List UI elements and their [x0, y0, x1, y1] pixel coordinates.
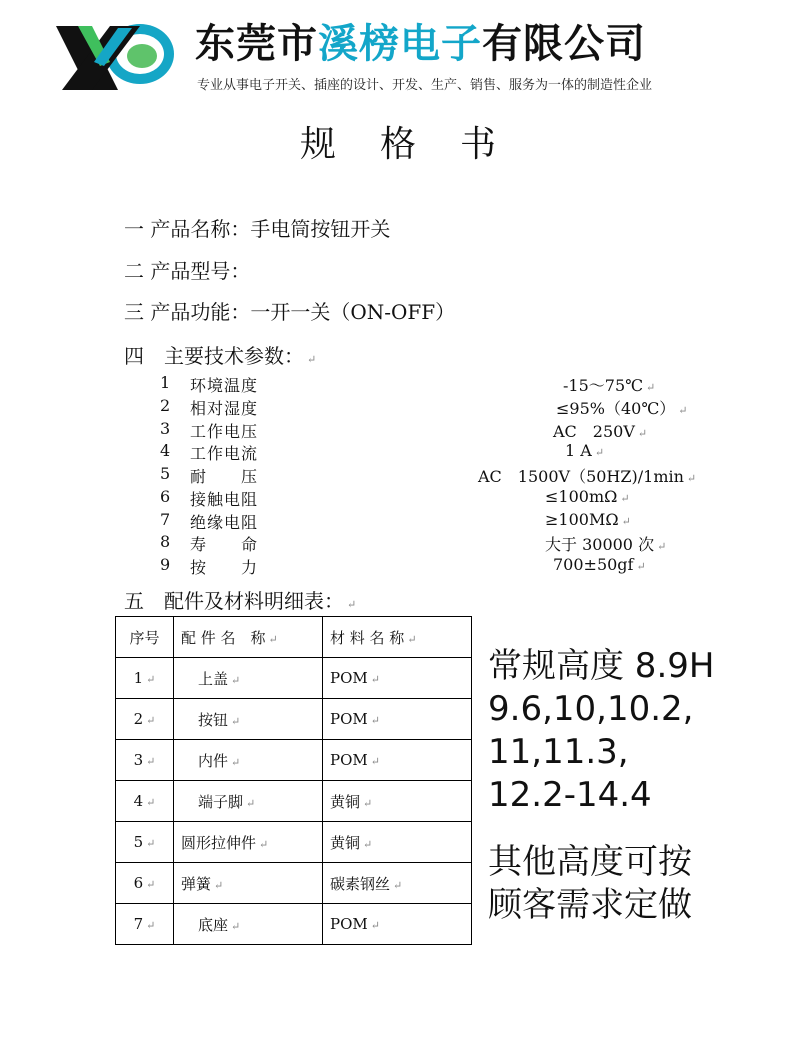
row-number-cell: 2 ↵ [116, 699, 174, 740]
material-cell: 黄铜 ↵ [323, 781, 472, 822]
header-cell: 序号 [116, 617, 174, 658]
row-number-cell: 7 ↵ [116, 904, 174, 945]
return-mark: ↵ [347, 598, 357, 611]
param-name: 耐 压 [190, 467, 259, 486]
height-note-line: 11,11.3, [488, 732, 629, 772]
company-name [195, 18, 646, 70]
part-name-cell: 弹簧 ↵ [174, 863, 323, 904]
row-number-cell: 5 ↵ [116, 822, 174, 863]
material-cell: 碳素钢丝 ↵ [323, 863, 472, 904]
company-tagline: 专业从事电子开关、插座的设计、开发、生产、销售、服务为一体的制造性企业 [197, 78, 653, 93]
company-name-part3: 有限公司 [482, 21, 646, 67]
param-name: 绝缘电阻 [190, 513, 259, 532]
section-tech-params [124, 340, 316, 369]
param-name: 环境温度 [190, 376, 259, 395]
part-name-cell: 端子脚 ↵ [174, 781, 323, 822]
param-number: 9 [160, 555, 171, 574]
row-number-cell: 4 ↵ [116, 781, 174, 822]
section-parts-list-label: 五 配件及材料明细表： [124, 589, 344, 613]
table-row [116, 822, 472, 863]
height-note-line: 12.2-14.4 [488, 775, 652, 815]
header-cell: 材 料 名 称 ↵ [323, 617, 472, 658]
company-name-highlight: 溪榜电子 [318, 21, 482, 67]
param-number: 3 [160, 419, 171, 438]
height-note-line: 9.6,10,10.2, [488, 689, 694, 729]
param-name: 接触电阻 [190, 490, 259, 509]
return-mark: ↵ [307, 353, 317, 366]
table-header-row [116, 617, 472, 658]
document-title: 规格书 [299, 124, 540, 165]
table-row [116, 781, 472, 822]
section-product-function: 三 产品功能：一开一关（ON-OFF） [124, 300, 456, 324]
table-row [116, 904, 472, 945]
section-tech-params-label: 四 主要技术参数： [124, 344, 304, 368]
param-value: 大于 30000 次 ↵ [545, 535, 667, 554]
part-name-cell: 底座 ↵ [174, 904, 323, 945]
param-value: ≤100mΩ ↵ [545, 487, 630, 506]
row-number-cell: 1 ↵ [116, 658, 174, 699]
part-name-cell: 圆形拉伸件 ↵ [174, 822, 323, 863]
xb-logo-icon [48, 18, 180, 100]
param-name: 寿 命 [190, 535, 259, 554]
material-cell: POM ↵ [323, 658, 472, 699]
section-parts-list [124, 585, 356, 614]
material-cell: POM ↵ [323, 740, 472, 781]
table-row [116, 699, 472, 740]
param-value: 1 A ↵ [565, 441, 605, 460]
param-name: 相对湿度 [190, 399, 259, 418]
param-number: 5 [160, 464, 171, 483]
param-value: ≥100MΩ ↵ [545, 510, 631, 529]
param-value: -15～75℃ ↵ [563, 376, 656, 395]
param-value: AC 250V ↵ [553, 422, 648, 441]
part-name-cell: 内件 ↵ [174, 740, 323, 781]
param-number: 1 [160, 373, 171, 392]
custom-height-note: 其他高度可按 [488, 842, 692, 882]
company-name-part1: 东莞市 [195, 21, 318, 67]
param-value: AC 1500V（50HZ)/1min ↵ [478, 467, 697, 486]
part-name-cell: 上盖 ↵ [174, 658, 323, 699]
height-note-line: 常规高度 8.9H [488, 646, 715, 686]
section-product-model: 二 产品型号： [124, 259, 251, 283]
param-number: 4 [160, 441, 171, 460]
param-number: 6 [160, 487, 171, 506]
row-number-cell: 6 ↵ [116, 863, 174, 904]
material-cell: POM ↵ [323, 904, 472, 945]
row-number-cell: 3 ↵ [116, 740, 174, 781]
parts-table [115, 616, 472, 945]
param-value: 700±50gf ↵ [553, 555, 646, 574]
param-value: ≤95%（40℃） ↵ [556, 399, 688, 418]
table-row [116, 863, 472, 904]
table-row [116, 658, 472, 699]
custom-height-note: 顾客需求定做 [488, 885, 692, 925]
part-name-cell: 按钮 ↵ [174, 699, 323, 740]
param-name: 工作电流 [190, 444, 259, 463]
param-number: 7 [160, 510, 171, 529]
material-cell: 黄铜 ↵ [323, 822, 472, 863]
param-number: 2 [160, 396, 171, 415]
param-name: 按 力 [190, 558, 259, 577]
param-number: 8 [160, 532, 171, 551]
header-cell: 配 件 名 称 ↵ [174, 617, 323, 658]
material-cell: POM ↵ [323, 699, 472, 740]
section-product-name: 一 产品名称：手电筒按钮开关 [124, 217, 391, 241]
table-row [116, 740, 472, 781]
param-name: 工作电压 [190, 422, 259, 441]
